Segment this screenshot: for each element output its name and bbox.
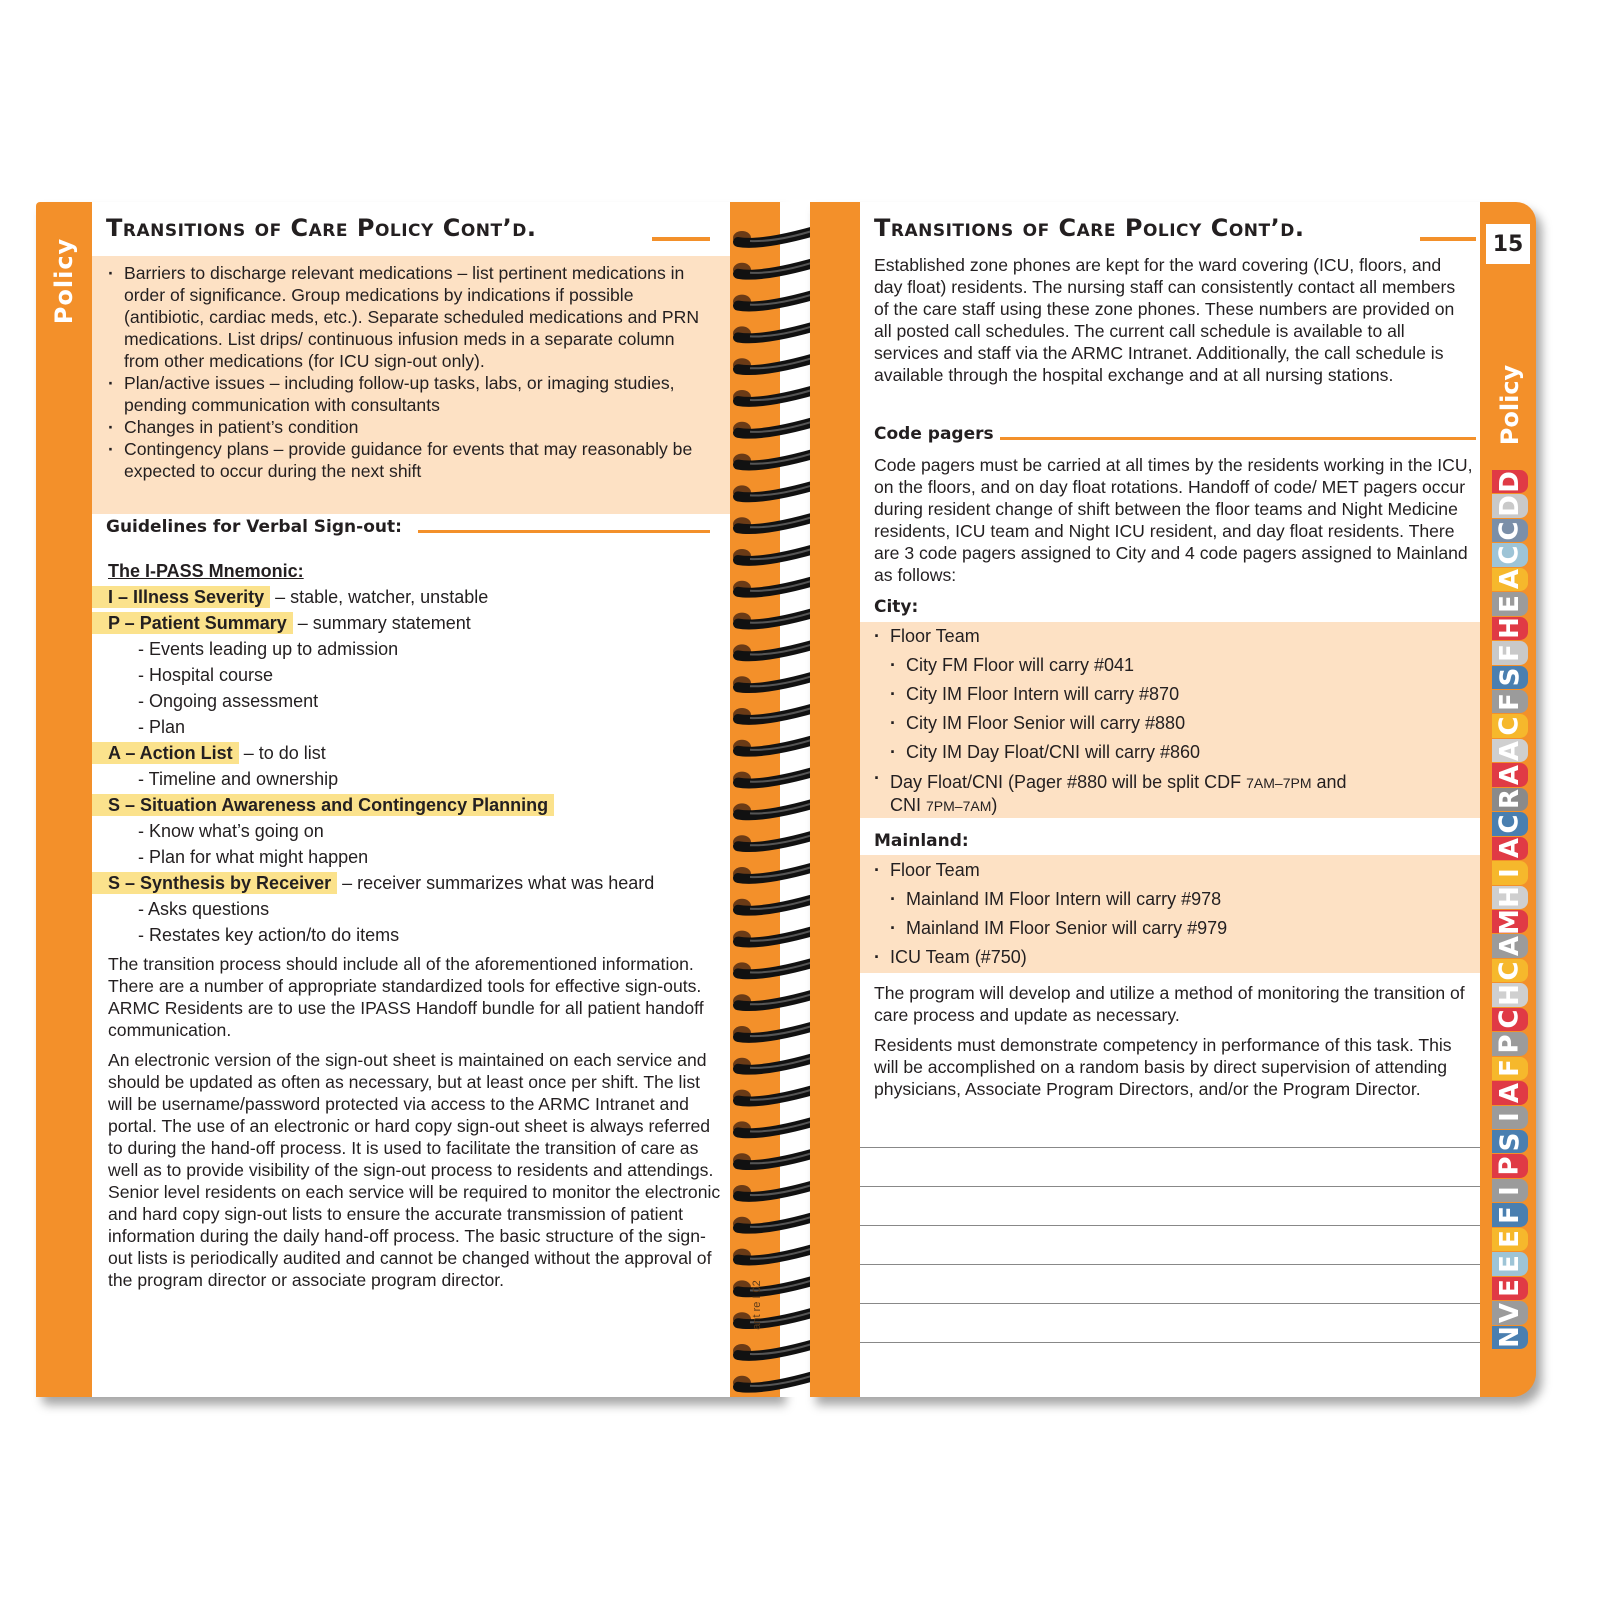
list-item: · ICU Team (#750) — [874, 943, 1464, 972]
ipass-mnemonic — [108, 558, 728, 948]
index-tab[interactable] — [1492, 494, 1528, 517]
index-tab-letter: I — [1495, 867, 1525, 878]
notes-line — [860, 1264, 1480, 1265]
ipass-s1 — [108, 792, 728, 818]
ipass-s2-label: S – Synthesis by Receiver — [92, 872, 337, 894]
ipass-sub-text: Hospital course — [149, 665, 274, 685]
index-tab-letter: V — [1495, 1302, 1525, 1323]
index-tab-strip — [1492, 470, 1528, 1390]
left-body-paragraphs — [108, 953, 728, 1299]
index-tab-letter: H — [1494, 886, 1525, 909]
index-tab[interactable] — [1492, 1130, 1528, 1153]
ipass-sub: - Timeline and ownership — [138, 769, 339, 789]
ipass-sub: - Events leading up to admission — [138, 639, 399, 659]
index-tab-letter: E — [1494, 1230, 1525, 1249]
index-tab[interactable] — [1492, 1326, 1528, 1349]
index-tab-letter: C — [1495, 961, 1525, 981]
dayfloat-time: 7PM–7AM — [926, 798, 992, 814]
code-pagers-paragraph: Code pagers must be carried at all times by the residents working in the ICU, on the floors, and on day float rotations. Handoff of code/ MET pagers occur during resident change of shift between the floor teams and Night Medicine residents, ICU team and Night ICU resident, and day float residents. There are 3 code pagers assigned to City and 4 code pagers assigned to Mainland as follows: — [874, 455, 1473, 585]
index-tab-letter: F — [1494, 643, 1525, 662]
index-tab[interactable] — [1492, 886, 1528, 909]
code-pagers-heading: Code pagers — [874, 424, 994, 444]
mnemonic-heading: The I-PASS Mnemonic: — [108, 561, 304, 581]
index-tab[interactable] — [1492, 788, 1528, 811]
index-tab[interactable] — [1492, 1032, 1528, 1055]
spine-text: ant re I 02 — [751, 1280, 764, 1330]
index-tab[interactable] — [1492, 934, 1528, 957]
index-tab-letter: C — [1495, 1009, 1525, 1030]
index-tab[interactable] — [1492, 1301, 1528, 1324]
body-paragraph: The program will develop and utilize a method of monitoring the transition of care process and update as necessary. — [874, 983, 1465, 1025]
list-item: · Floor Team — [874, 622, 1464, 651]
left-section-tab[interactable] — [44, 218, 84, 343]
list-item: · Plan/active issues – including follow-up tasks, labs, or imaging studies, pending communication with consultants — [108, 372, 708, 416]
dayfloat-time: 7AM–7PM — [1246, 775, 1312, 791]
list-item: · Barriers to discharge relevant medications – list pertinent medications in order of significance. Group medications by indications if possible (antibiotic, cardiac meds, etc.). Separate scheduled medications and PRN medications. List drips/ continuous infusion meds in a separate column from other medications (for ICU sign-out only). — [108, 262, 708, 372]
ipass-i-text: – stable, watcher, unstable — [270, 587, 489, 607]
index-tab-letter: C — [1495, 545, 1525, 565]
left-page-notch — [36, 470, 84, 1397]
index-tab-letter: R — [1495, 789, 1525, 810]
body-paragraph: An electronic version of the sign-out sheet is maintained on each service and should be updated as often as necessary, but at least once per shift. The list will be username/password protected via access to the ARMC Intranet and portal. The use of an electronic or hard copy sign-out sheet is always referred to during the hand-off process. It is used to facilitate the transition of care as well as to provide visibility of the sign-out process to residents and attendings. Senior level residents on each service will be required to monitor the electronic and hard copy sign-out lists to ensure the accurate transmission of patient information during the daily hand-off process. The basic structure of the sign-out lists is periodically audited and cannot be changed without the approval of the program director or associate program director. — [108, 1050, 721, 1290]
verbal-heading-rule — [418, 530, 710, 533]
index-tab[interactable] — [1492, 543, 1528, 566]
index-tab-letter: A — [1495, 1082, 1525, 1103]
index-tab[interactable] — [1492, 959, 1528, 982]
index-tab-letter: F — [1494, 692, 1525, 711]
ipass-sub: - Plan for what might happen — [138, 847, 369, 867]
ipass-sub: - Ongoing assessment — [138, 691, 319, 711]
ipass-s1-label: S – Situation Awareness and Contingency Planning — [92, 794, 554, 816]
list-item: · City IM Floor Senior will carry #880 — [874, 709, 1464, 738]
mainland-pager-list — [874, 856, 1464, 972]
page-number: 15 — [1486, 224, 1530, 264]
index-tab-letter: S — [1494, 667, 1525, 687]
ipass-a-text: – to do list — [238, 743, 326, 763]
notes-line — [860, 1147, 1480, 1148]
index-tab[interactable] — [1492, 763, 1528, 786]
index-tab-letter: D — [1495, 495, 1525, 517]
ipass-sub: - Hospital course — [138, 665, 274, 685]
right-section-tab[interactable] — [1492, 345, 1528, 465]
index-tab-letter: N — [1494, 1326, 1525, 1349]
index-tab[interactable] — [1492, 1081, 1528, 1104]
index-tab-letter: A — [1495, 936, 1525, 957]
index-tab[interactable] — [1492, 666, 1528, 689]
dayfloat-text: ) — [991, 795, 998, 815]
index-tab[interactable] — [1492, 812, 1528, 835]
index-tab-letter: C — [1495, 814, 1525, 834]
ipass-sub: - Restates key action/to do items — [138, 925, 400, 945]
list-item: · City FM Floor will carry #041 — [874, 651, 1464, 680]
ipass-p — [108, 610, 728, 636]
index-tab[interactable] — [1492, 1228, 1528, 1251]
index-tab-letter: C — [1495, 521, 1525, 541]
right-page-title: Transitions of Care Policy Cont’d. — [874, 214, 1305, 242]
index-tab-letter: H — [1494, 984, 1525, 1006]
ipass-a — [108, 740, 728, 766]
list-item: · Changes in patient’s condition — [108, 416, 708, 438]
index-tab[interactable] — [1492, 470, 1528, 493]
ipass-sub-text: Asks questions — [148, 899, 270, 919]
index-tab[interactable] — [1492, 1203, 1528, 1226]
right-title-rule — [1420, 237, 1476, 241]
zone-phones-paragraph: Established zone phones are kept for the ward covering (ICU, floors, and day float) residents. The nursing staff can consistently contact all members of the care staff using these zone phones. These numbers are provided on all posted call schedules. The current call schedule is available to all services and staff via the ARMC Intranet. Additionally, the call schedule is available through the hospital exchange and at all nursing stations. — [874, 255, 1456, 385]
list-item: · Mainland IM Floor Senior will carry #979 — [874, 914, 1464, 943]
index-tab[interactable] — [1492, 690, 1528, 713]
index-tab-letter: C — [1495, 716, 1525, 736]
ipass-sub-text: Timeline and ownership — [148, 769, 339, 789]
ipass-i-label: I – Illness Severity — [92, 586, 270, 608]
ipass-a-label: A – Action List — [92, 742, 239, 764]
notes-line — [860, 1186, 1480, 1187]
index-tab[interactable] — [1492, 1154, 1528, 1177]
ipass-sub-text: Know what’s going on — [149, 821, 324, 841]
index-tab[interactable] — [1492, 1179, 1528, 1202]
notes-line — [860, 1342, 1480, 1343]
mainland-heading: Mainland: — [874, 831, 969, 851]
index-tab-letter: H — [1494, 617, 1525, 640]
index-tab[interactable] — [1492, 1277, 1528, 1300]
index-tab[interactable] — [1492, 910, 1528, 933]
list-item: · Contingency plans – provide guidance for events that may reasonably be expected to occur during the next shift — [108, 438, 708, 482]
left-section-tab-label: Policy — [50, 237, 78, 324]
ipass-sub-text: Restates key action/to do items — [149, 925, 400, 945]
index-tab[interactable] — [1492, 983, 1528, 1006]
list-item: · Floor Team — [874, 856, 1464, 885]
index-tab[interactable] — [1492, 714, 1528, 737]
index-tab[interactable] — [1492, 739, 1528, 762]
closing-paragraphs — [874, 982, 1474, 1108]
index-tab-letter: F — [1494, 1059, 1525, 1078]
index-tab[interactable] — [1492, 519, 1528, 542]
index-tab-letter: E — [1494, 1279, 1525, 1298]
index-tab-letter: M — [1495, 908, 1525, 935]
index-tab[interactable] — [1492, 568, 1528, 591]
index-tab-letter: S — [1494, 1132, 1525, 1152]
right-section-tab-label: Policy — [1496, 364, 1524, 446]
index-tab-letter: D — [1495, 470, 1525, 493]
spine-print — [747, 1240, 767, 1370]
index-tab-letter: A — [1495, 569, 1525, 590]
body-paragraph: The transition process should include all of the aforementioned information. There are a number of appropriate standardized tools for effective sign-outs. ARMC Residents are to use the IPASS Handoff bundle for all patient handoff communication. — [108, 954, 704, 1040]
ipass-sub-text: Plan for what might happen — [149, 847, 369, 867]
index-tab-letter: I — [1495, 1112, 1525, 1123]
index-tab-letter: P — [1495, 1156, 1525, 1176]
index-tab[interactable] — [1492, 617, 1528, 640]
index-tab-letter: F — [1494, 1206, 1525, 1224]
list-item: · City IM Floor Intern will carry #870 — [874, 680, 1464, 709]
index-tab[interactable] — [1492, 1008, 1528, 1031]
ipass-s2-text: – receiver summarizes what was heard — [337, 873, 655, 893]
index-tab-letter: P — [1495, 1034, 1525, 1054]
ipass-s2 — [108, 870, 728, 896]
ipass-p-text: – summary statement — [292, 613, 471, 633]
code-pagers-rule — [1000, 437, 1476, 440]
ipass-i — [108, 584, 728, 610]
ipass-sub-text: Plan — [149, 717, 186, 737]
index-tab[interactable] — [1492, 837, 1528, 860]
left-page-title: Transitions of Care Policy Cont’d. — [106, 214, 537, 242]
index-tab-letter: A — [1495, 740, 1525, 761]
index-tab-letter: E — [1494, 1255, 1525, 1273]
list-item: · City IM Day Float/CNI will carry #860 — [874, 738, 1464, 767]
ipass-sub: - Asks questions — [138, 899, 270, 919]
city-pager-list — [874, 622, 1464, 817]
notes-line — [860, 1303, 1480, 1304]
index-tab-letter: E — [1494, 595, 1525, 613]
ipass-sub-text: Events leading up to admission — [149, 639, 399, 659]
index-tab[interactable] — [1492, 1106, 1528, 1129]
index-tab[interactable] — [1492, 1057, 1528, 1080]
left-title-rule — [652, 237, 710, 241]
ipass-sub-text: Ongoing assessment — [149, 691, 319, 711]
notes-line — [860, 1225, 1480, 1226]
dayfloat-text: Day Float/CNI (Pager #880 will be split CDF — [890, 772, 1247, 792]
index-tab[interactable] — [1492, 861, 1528, 884]
dayfloat-text: CNI — [890, 795, 926, 815]
list-item — [874, 767, 1464, 817]
city-heading: City: — [874, 597, 919, 617]
index-tab[interactable] — [1492, 641, 1528, 664]
index-tab-letter: A — [1495, 764, 1525, 786]
list-item: · Mainland IM Floor Intern will carry #978 — [874, 885, 1464, 914]
body-paragraph: Residents must demonstrate competency in performance of this task. This will be accomplished on a random basis by direct supervision of attending physicians, Associate Program Directors, and/or the Program Director. — [874, 1035, 1452, 1099]
index-tab[interactable] — [1492, 592, 1528, 615]
index-tab-letter: I — [1495, 1185, 1525, 1196]
verbal-signout-heading: Guidelines for Verbal Sign-out: — [106, 517, 402, 537]
index-tab[interactable] — [1492, 1252, 1528, 1275]
ipass-p-label: P – Patient Summary — [92, 612, 293, 634]
dayfloat-text: and — [1311, 772, 1347, 792]
index-tab-letter: A — [1495, 838, 1525, 859]
ipass-sub: - Plan — [138, 717, 186, 737]
ipass-sub: - Know what’s going on — [138, 821, 324, 841]
left-bullet-list — [108, 262, 708, 482]
